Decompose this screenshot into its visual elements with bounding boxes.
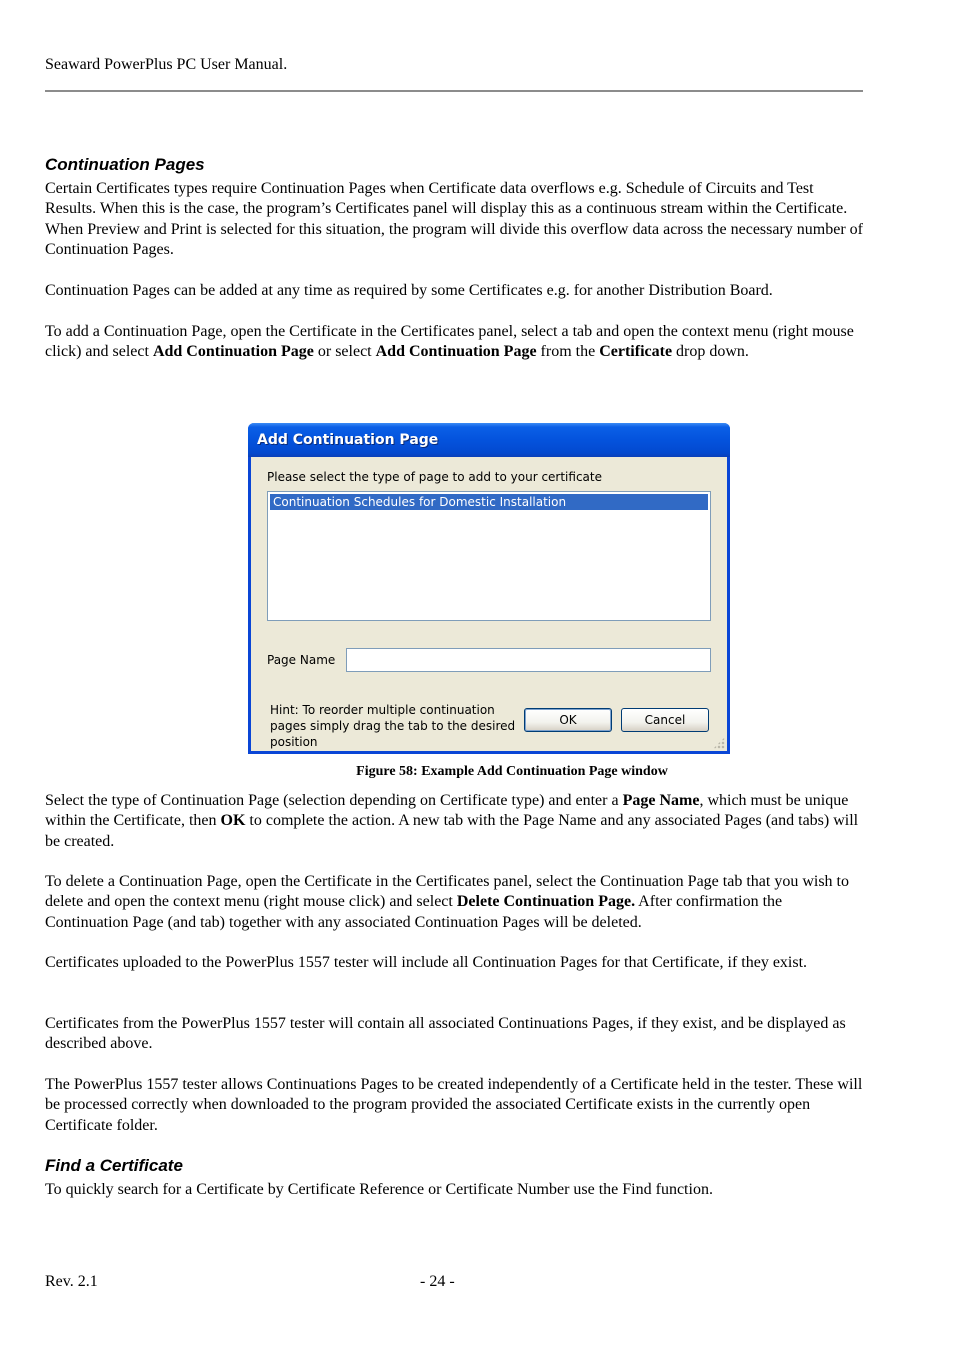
section-heading-find-certificate: Find a Certificate [45,1156,183,1175]
cancel-button[interactable]: Cancel [621,708,709,732]
paragraph-from-tester: Certificates from the PowerPlus 1557 tester will contain all associated Continuations Pages, if they exist, and be displayed as described above. [45,1015,846,1053]
page-type-prompt: Please select the type of page to add to your certificate [267,470,602,484]
paragraph-add-instructions: To add a Continuation Page, open the Certificate in the Certificates panel, select a tab and open the context menu (right mouse click) and select Add Continuation Page or select Add Continuation Page from the Certificate drop down. [45,323,854,361]
ok-button[interactable]: OK [524,708,612,732]
figure-caption: Figure 58: Example Add Continuation Page window [356,764,668,779]
dialog-title: Add Continuation Page [257,432,439,448]
page-name-input[interactable] [346,648,711,672]
page-name-label: Page Name [267,653,336,667]
paragraph-upload: Certificates uploaded to the PowerPlus 1557 tester will include all Continuation Pages for that Certificate, if they exist. [45,954,808,971]
dialog-titlebar[interactable] [248,423,730,457]
page-header: Seaward PowerPlus PC User Manual. [45,56,288,73]
paragraph-add-anytime: Continuation Pages can be added at any time as required by some Certificates e.g. for another Distribution Board. [45,282,773,299]
add-continuation-page-dialog [248,423,730,754]
paragraph-independent: The PowerPlus 1557 tester allows Continuations Pages to be created independently of a Certificate held in the tester. These will be processed correctly when downloaded to the program provided the associated Certificate exists in the currently open Certificate folder. [45,1076,863,1134]
paragraph-find: To quickly search for a Certificate by Certificate Reference or Certificate Number use the Find function. [45,1181,713,1198]
paragraph-select-type: Select the type of Continuation Page (selection depending on Certificate type) and enter a Page Name, which must be unique within the Certificate, then OK to complete the action. A new tab with the Page Name and any associated Pages (and tabs) will be created. [45,792,859,850]
page-type-listbox[interactable] [267,491,711,621]
section-heading-continuation-pages: Continuation Pages [45,155,205,174]
header-divider [45,90,863,92]
reorder-hint: Hint: To reorder multiple continuation pages simply drag the tab to the desired position [270,703,516,749]
footer-revision: Rev. 2.1 [45,1273,98,1290]
list-item-selected[interactable]: Continuation Schedules for Domestic Installation [270,494,708,510]
paragraph-intro: Certain Certificates types require Continuation Pages when Certificate data overflows e.g. Schedule of Circuits and Test Results. When this is the case, the program’s Certificates panel will display this as a continuous stream within the Certificate. When Preview and Print is selected for this situation, the program will divide this overflow data across the necessary number of Continuation Pages. [45,180,864,259]
footer-page-number: - 24 - [420,1273,455,1290]
resize-grip-icon[interactable] [713,737,725,749]
paragraph-delete: To delete a Continuation Page, open the Certificate in the Certificates panel, select the Continuation Page tab that you wish to delete and open the context menu (right mouse click) and select Delete Continuation Page. After confirmation the Continuation Page (and tab) together with any associated Continuation Pages will be deleted. [45,873,849,931]
